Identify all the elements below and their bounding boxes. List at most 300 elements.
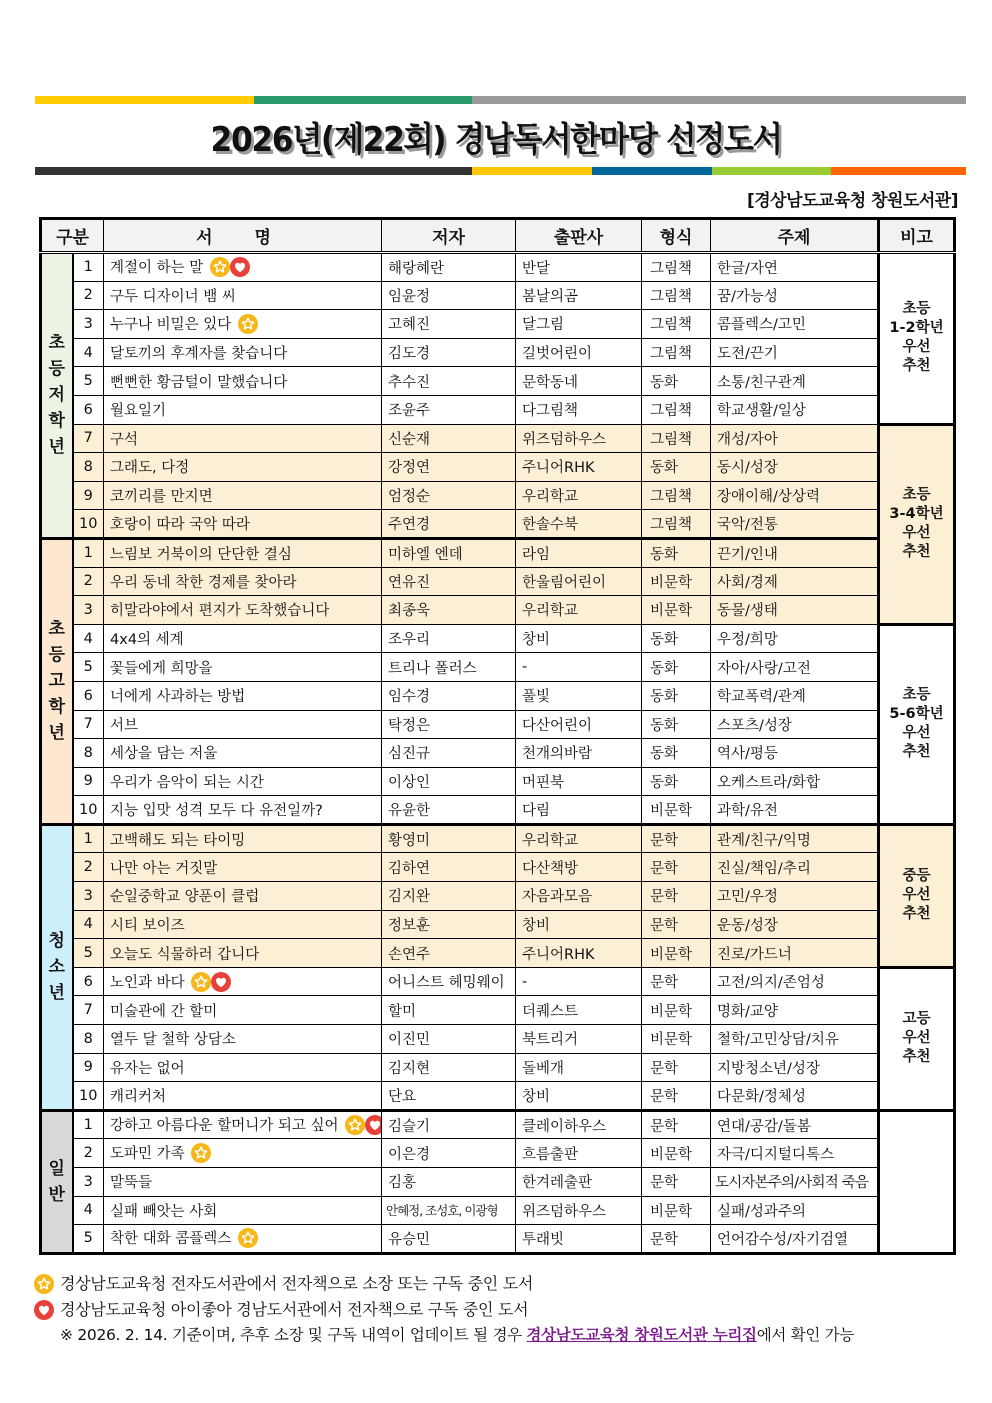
top-bar-green [254, 96, 472, 104]
table-row [41, 1225, 955, 1254]
format: 그림책 [642, 253, 711, 282]
heart-icon [34, 1300, 54, 1320]
author: 조우리 [382, 624, 516, 653]
author: 김하연 [382, 853, 516, 882]
format: 그림책 [642, 424, 711, 453]
row-number: 2 [73, 567, 104, 596]
author: 김지완 [382, 882, 516, 911]
book-title-cell [104, 1053, 382, 1082]
table-row [41, 367, 955, 396]
note-line: 추천 [902, 544, 931, 561]
book-title: 우리가 음악이 되는 시간 [110, 774, 264, 791]
book-title-cell [104, 796, 382, 825]
group-label [41, 253, 73, 539]
header-publisher: 출판사 [516, 219, 642, 253]
book-title-cell [104, 453, 382, 482]
format: 문학 [642, 1053, 711, 1082]
header-category: 구분 [41, 219, 104, 253]
book-title: 월요일기 [110, 403, 167, 420]
format: 비문학 [642, 567, 711, 596]
row-number: 7 [73, 996, 104, 1025]
theme: 고민/우정 [711, 882, 879, 911]
group-label-char: 년 [48, 437, 65, 458]
table-row [41, 710, 955, 739]
format: 비문학 [642, 1139, 711, 1168]
note-line: 5-6학년 [889, 706, 944, 723]
row-number: 3 [73, 596, 104, 625]
theme: 도시자본주의/사회적 죽음 [711, 1168, 879, 1197]
book-title-cell [104, 310, 382, 339]
author: 유승민 [382, 1225, 516, 1254]
footnote-prefix: ※ 2026. 2. 14. 기준이며, 추후 소장 및 구독 내역이 업데이트 될 경우 [60, 1326, 527, 1344]
format: 동화 [642, 367, 711, 396]
author: 김도경 [382, 338, 516, 367]
publisher: 라임 [516, 538, 642, 567]
book-title: 구석 [110, 431, 139, 448]
author: 트리나 폴러스 [382, 653, 516, 682]
publisher: 흐름출판 [516, 1139, 642, 1168]
row-number: 5 [73, 367, 104, 396]
note-line: 1-2학년 [889, 320, 944, 337]
header-title: 서 명 [104, 219, 382, 253]
book-title-cell [104, 338, 382, 367]
theme: 우정/희망 [711, 624, 879, 653]
row-number: 3 [73, 310, 104, 339]
group-label-char: 소 [48, 957, 65, 978]
table-row [41, 967, 955, 996]
footnote [60, 1323, 854, 1345]
format: 비문학 [642, 596, 711, 625]
book-title: 강하고 아름다운 할머니가 되고 싶어 [110, 1118, 339, 1135]
header-author: 저자 [382, 219, 516, 253]
book-title: 고백해도 되는 타이밍 [110, 832, 246, 849]
book-title-cell [104, 996, 382, 1025]
book-title: 히말라야에서 편지가 도착했습니다 [110, 603, 330, 620]
table-row [41, 538, 955, 567]
book-title: 서브 [110, 717, 139, 734]
author: 해랑혜란 [382, 253, 516, 282]
heart-icon [230, 257, 250, 277]
book-title: 꽃들에게 희망을 [110, 660, 213, 677]
book-title-cell [104, 824, 382, 853]
homepage-link[interactable]: 경상남도교육청 창원도서관 누리집 [526, 1326, 757, 1344]
format: 동화 [642, 624, 711, 653]
table-row [41, 596, 955, 625]
theme: 운동/성장 [711, 910, 879, 939]
publisher: 창비 [516, 910, 642, 939]
star-icon [238, 1228, 258, 1248]
book-title: 도파민 가족 [110, 1146, 185, 1163]
publisher: 천개의바람 [516, 739, 642, 768]
author: 조윤주 [382, 395, 516, 424]
publisher: 위즈덤하우스 [516, 424, 642, 453]
format: 비문학 [642, 996, 711, 1025]
book-title-cell [104, 1168, 382, 1197]
theme: 자아/사랑/고전 [711, 653, 879, 682]
row-number: 3 [73, 1168, 104, 1197]
row-number: 4 [73, 1196, 104, 1225]
theme: 국악/전통 [711, 510, 879, 539]
star-icon [238, 314, 258, 334]
format: 동화 [642, 767, 711, 796]
publisher: - [516, 967, 642, 996]
format: 비문학 [642, 1196, 711, 1225]
book-title: 세상을 담는 저울 [110, 746, 218, 763]
format: 문학 [642, 824, 711, 853]
bottom-bar-lime [712, 167, 831, 175]
theme: 지방청소년/성장 [711, 1053, 879, 1082]
format: 동화 [642, 710, 711, 739]
author: 엄정순 [382, 481, 516, 510]
author: 어니스트 헤밍웨이 [382, 967, 516, 996]
publisher: 머핀북 [516, 767, 642, 796]
book-title-cell [104, 1225, 382, 1254]
star-icon [210, 257, 230, 277]
book-title-cell [104, 1110, 382, 1139]
book-title-cell [104, 395, 382, 424]
theme: 학교폭력/관계 [711, 681, 879, 710]
author: 단요 [382, 1082, 516, 1111]
table-row [41, 481, 955, 510]
note-cell [879, 253, 955, 425]
book-title: 유자는 없어 [110, 1060, 185, 1077]
book-title-cell [104, 510, 382, 539]
author: 임윤정 [382, 281, 516, 310]
legend-heart-text: 경상남도교육청 아이좋아 경남도서관에서 전자책으로 구독 중인 도서 [60, 1300, 529, 1319]
row-number: 3 [73, 882, 104, 911]
author: 김홍 [382, 1168, 516, 1197]
note-cell [879, 967, 955, 1110]
group-label-char: 년 [48, 983, 65, 1004]
row-number: 5 [73, 939, 104, 968]
format: 문학 [642, 1110, 711, 1139]
book-title: 지능 입맛 성격 모두 다 유전일까? [110, 803, 323, 820]
note-line: 초등 [902, 487, 931, 504]
legend-heart [34, 1297, 528, 1321]
table-row [41, 681, 955, 710]
book-title-cell [104, 739, 382, 768]
book-title: 누구나 비밀은 있다 [110, 316, 232, 333]
theme: 한글/자연 [711, 253, 879, 282]
author: 탁정은 [382, 710, 516, 739]
publisher: 봄날의곰 [516, 281, 642, 310]
book-title: 미술관에 간 할미 [110, 1003, 218, 1020]
book-title-cell [104, 624, 382, 653]
author: 심진규 [382, 739, 516, 768]
book-title: 실패 빼앗는 사회 [110, 1203, 218, 1220]
publisher: 한울림어린이 [516, 567, 642, 596]
group-label-char: 초 [48, 619, 65, 640]
row-number: 5 [73, 653, 104, 682]
row-number: 1 [73, 824, 104, 853]
theme: 진실/책임/추리 [711, 853, 879, 882]
author: 주연경 [382, 510, 516, 539]
bottom-bar-dark [35, 167, 472, 175]
book-title-cell [104, 596, 382, 625]
book-title: 시티 보이즈 [110, 917, 185, 934]
author: 유윤한 [382, 796, 516, 825]
book-title-cell [104, 367, 382, 396]
author: 강정연 [382, 453, 516, 482]
row-number: 10 [73, 1082, 104, 1111]
row-number: 8 [73, 453, 104, 482]
publisher: 위즈덤하우스 [516, 1196, 642, 1225]
row-number: 9 [73, 481, 104, 510]
theme: 꿈/가능성 [711, 281, 879, 310]
book-title: 호랑이 따라 국악 따라 [110, 517, 250, 534]
author: 안혜정, 조성호, 이광형 [382, 1196, 516, 1225]
book-title: 코끼리를 만지면 [110, 489, 213, 506]
publisher: 더퀘스트 [516, 996, 642, 1025]
author: 이진민 [382, 1025, 516, 1054]
book-title: 착한 대화 콤플렉스 [110, 1231, 232, 1248]
theme: 실패/성과주의 [711, 1196, 879, 1225]
note-line: 고등 [902, 1011, 931, 1028]
table-row [41, 910, 955, 939]
table-row [41, 767, 955, 796]
note-cell [879, 824, 955, 967]
publisher: 한솔수북 [516, 510, 642, 539]
header-theme: 주제 [711, 219, 879, 253]
format: 그림책 [642, 338, 711, 367]
note-cell [879, 1110, 955, 1253]
table-row [41, 1025, 955, 1054]
note-line: 초등 [902, 687, 931, 704]
row-number: 2 [73, 1139, 104, 1168]
book-title: 캐리커처 [110, 1089, 167, 1106]
note-cell [879, 424, 955, 624]
row-number: 6 [73, 967, 104, 996]
group-label-char: 고 [48, 671, 65, 692]
note-line: 우선 [902, 725, 931, 742]
publisher: 북트리거 [516, 1025, 642, 1054]
format: 문학 [642, 853, 711, 882]
table-row [41, 1168, 955, 1197]
format: 비문학 [642, 939, 711, 968]
table-row [41, 424, 955, 453]
note-line: 우선 [902, 887, 931, 904]
book-title: 순일중학교 양푼이 클럽 [110, 889, 260, 906]
theme: 개성/자아 [711, 424, 879, 453]
publisher: 우리학교 [516, 596, 642, 625]
theme: 자극/디지털디톡스 [711, 1139, 879, 1168]
row-number: 9 [73, 1053, 104, 1082]
theme: 다문화/정체성 [711, 1082, 879, 1111]
theme: 철학/고민상담/치유 [711, 1025, 879, 1054]
publisher: 문학동네 [516, 367, 642, 396]
legend-star-text: 경상남도교육청 전자도서관에서 전자책으로 소장 또는 구독 중인 도서 [60, 1274, 534, 1293]
publisher: 주니어RHK [516, 939, 642, 968]
book-title: 4x4의 세계 [110, 632, 184, 649]
table-row [41, 1139, 955, 1168]
author: 미하엘 엔데 [382, 538, 516, 567]
note-line: 3-4학년 [889, 506, 944, 523]
star-icon [34, 1274, 54, 1294]
book-title: 오늘도 식물하러 갑니다 [110, 946, 260, 963]
format: 비문학 [642, 1025, 711, 1054]
table-row [41, 567, 955, 596]
theme: 학교생활/일상 [711, 395, 879, 424]
book-title-cell [104, 653, 382, 682]
publisher: 풀빛 [516, 681, 642, 710]
publisher: 우리학교 [516, 824, 642, 853]
book-title-cell [104, 281, 382, 310]
publisher: 다산어린이 [516, 710, 642, 739]
table-row [41, 1082, 955, 1111]
group-label-char: 일 [48, 1158, 65, 1179]
author: 손연주 [382, 939, 516, 968]
format: 그림책 [642, 310, 711, 339]
book-title-cell [104, 567, 382, 596]
format: 그림책 [642, 281, 711, 310]
group-label-char: 청 [48, 931, 65, 952]
table-row [41, 996, 955, 1025]
heart-icon [365, 1115, 381, 1135]
author: 할미 [382, 996, 516, 1025]
row-number: 2 [73, 853, 104, 882]
organization-label: [경상남도교육청 창원도서관] [746, 191, 958, 211]
author: 김슬기 [382, 1110, 516, 1139]
table-row [41, 395, 955, 424]
note-line: 중등 [902, 868, 931, 885]
format: 문학 [642, 910, 711, 939]
publisher: 자음과모음 [516, 882, 642, 911]
book-title: 달토끼의 후계자를 찾습니다 [110, 346, 288, 363]
group-label-char: 등 [48, 359, 65, 380]
table-row [41, 510, 955, 539]
row-number: 7 [73, 710, 104, 739]
bottom-bar-yellow [472, 167, 592, 175]
format: 동화 [642, 739, 711, 768]
book-title-cell [104, 481, 382, 510]
publisher: 달그림 [516, 310, 642, 339]
author: 정보훈 [382, 910, 516, 939]
author: 황영미 [382, 824, 516, 853]
format: 그림책 [642, 510, 711, 539]
author: 고혜진 [382, 310, 516, 339]
top-bar-yellow [35, 96, 254, 104]
publisher: 다산책방 [516, 853, 642, 882]
note-line: 초등 [902, 301, 931, 318]
book-title-cell [104, 1025, 382, 1054]
row-number: 2 [73, 281, 104, 310]
format: 그림책 [642, 481, 711, 510]
theme: 끈기/인내 [711, 538, 879, 567]
table-row [41, 310, 955, 339]
header-note: 비고 [879, 219, 955, 253]
format: 그림책 [642, 395, 711, 424]
format: 문학 [642, 967, 711, 996]
heart-icon [211, 972, 231, 992]
table-row [41, 939, 955, 968]
book-title-cell [104, 710, 382, 739]
book-title: 우리 동네 착한 경제를 찾아라 [110, 574, 297, 591]
book-title: 뻔뻔한 황금털이 말했습니다 [110, 374, 288, 391]
theme: 소통/친구관계 [711, 367, 879, 396]
row-number: 6 [73, 681, 104, 710]
table-row [41, 653, 955, 682]
book-title: 너에게 사과하는 방법 [110, 689, 246, 706]
table-row [41, 338, 955, 367]
publisher: 창비 [516, 624, 642, 653]
note-line: 우선 [902, 1030, 931, 1047]
format: 문학 [642, 1082, 711, 1111]
row-number: 1 [73, 253, 104, 282]
group-label-char: 반 [48, 1184, 65, 1205]
book-title-cell [104, 767, 382, 796]
row-number: 1 [73, 538, 104, 567]
note-line: 우선 [902, 525, 931, 542]
group-label-char: 초 [48, 333, 65, 354]
table-row [41, 253, 955, 282]
author: 임수경 [382, 681, 516, 710]
theme: 명화/교양 [711, 996, 879, 1025]
theme: 동물/생태 [711, 596, 879, 625]
bottom-bar-orange [831, 167, 966, 175]
book-title: 계절이 하는 말 [110, 260, 204, 277]
group-label [41, 538, 73, 824]
table-row [41, 1053, 955, 1082]
book-title-cell [104, 253, 382, 282]
row-number: 10 [73, 510, 104, 539]
publisher: - [516, 653, 642, 682]
book-title: 노인과 바다 [110, 974, 185, 991]
row-number: 9 [73, 767, 104, 796]
book-title: 나만 아는 거짓말 [110, 860, 218, 877]
row-number: 1 [73, 1110, 104, 1139]
table-row [41, 1196, 955, 1225]
publisher: 투래빗 [516, 1225, 642, 1254]
book-title-cell [104, 910, 382, 939]
author: 최종욱 [382, 596, 516, 625]
theme: 동시/성장 [711, 453, 879, 482]
author: 이상인 [382, 767, 516, 796]
author: 연유진 [382, 567, 516, 596]
theme: 도전/끈기 [711, 338, 879, 367]
theme: 관계/친구/익명 [711, 824, 879, 853]
group-label-char: 학 [48, 697, 65, 718]
theme: 역사/평등 [711, 739, 879, 768]
author: 추수진 [382, 367, 516, 396]
table-row [41, 853, 955, 882]
publisher: 다림 [516, 796, 642, 825]
book-title: 열두 달 철학 상담소 [110, 1032, 236, 1049]
theme: 고전/의지/존엄성 [711, 967, 879, 996]
publisher: 돌베개 [516, 1053, 642, 1082]
book-list-table [39, 217, 956, 1255]
row-number: 4 [73, 910, 104, 939]
format: 문학 [642, 1225, 711, 1254]
book-title-cell [104, 1196, 382, 1225]
theme: 진로/가드너 [711, 939, 879, 968]
theme: 오케스트라/화합 [711, 767, 879, 796]
theme: 언어감수성/자기검열 [711, 1225, 879, 1254]
note-line: 추천 [902, 1049, 931, 1066]
publisher: 한겨레출판 [516, 1168, 642, 1197]
note-line: 추천 [902, 358, 931, 375]
note-cell [879, 624, 955, 824]
author: 이은경 [382, 1139, 516, 1168]
book-title: 느림보 거북이의 단단한 결심 [110, 546, 292, 563]
star-icon [191, 972, 211, 992]
header-format: 형식 [642, 219, 711, 253]
theme: 콤플렉스/고민 [711, 310, 879, 339]
top-bar-gray [472, 96, 966, 104]
row-number: 4 [73, 338, 104, 367]
row-number: 6 [73, 395, 104, 424]
book-title-cell [104, 882, 382, 911]
table-row [41, 824, 955, 853]
